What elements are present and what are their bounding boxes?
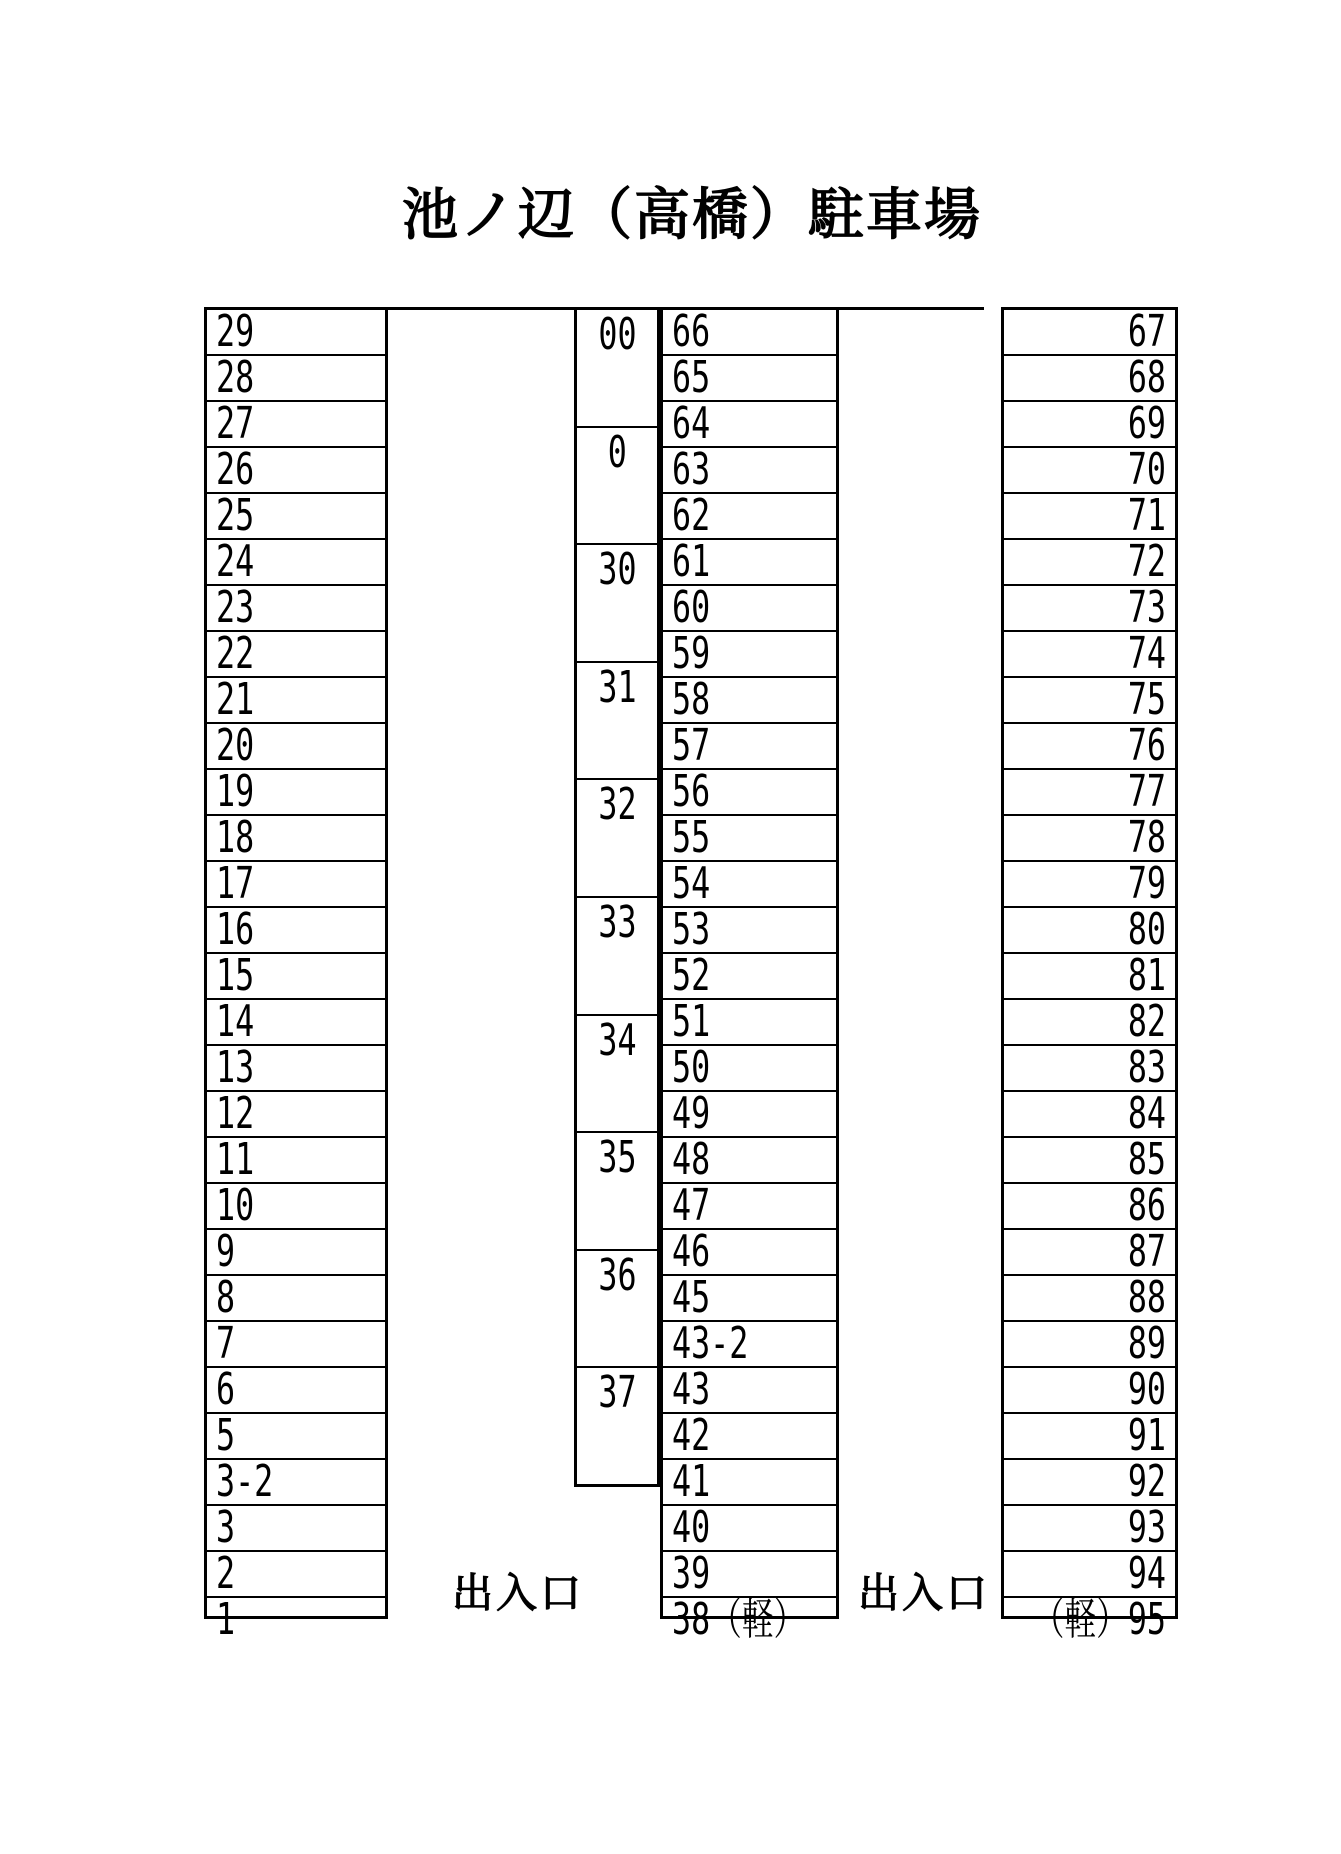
parking-space-cell — [1004, 812, 1175, 863]
space-number: 33 — [597, 896, 637, 948]
space-number: 1 — [216, 1594, 236, 1645]
space-number: 50 — [672, 1042, 711, 1093]
parking-space-cell — [207, 582, 385, 633]
space-number: 70 — [1127, 444, 1166, 495]
parking-space-cell — [207, 1364, 385, 1415]
parking-space-cell — [663, 1318, 836, 1369]
parking-space-cell — [1004, 766, 1175, 817]
space-number: 9 — [216, 1226, 236, 1277]
parking-space-cell — [207, 1134, 385, 1185]
space-number: 77 — [1127, 766, 1166, 817]
parking-space-cell — [577, 1016, 657, 1134]
space-number: 57 — [672, 720, 711, 771]
space-number: 36 — [597, 1249, 637, 1301]
space-number: 29 — [216, 306, 255, 357]
space-number: 86 — [1127, 1180, 1166, 1231]
parking-space-cell — [1004, 1594, 1175, 1645]
parking-space-cell — [207, 536, 385, 587]
space-number: 35 — [597, 1132, 637, 1184]
parking-space-cell — [663, 1226, 836, 1277]
parking-space-cell — [663, 1548, 836, 1599]
parking-space-cell — [1004, 1456, 1175, 1507]
space-number: 78 — [1127, 812, 1166, 863]
space-number: 75 — [1127, 674, 1166, 725]
parking-space-cell — [207, 812, 385, 863]
parking-space-cell — [1004, 536, 1175, 587]
parking-space-cell — [207, 904, 385, 955]
space-number: 71 — [1127, 490, 1166, 541]
parking-space-cell — [663, 536, 836, 587]
parking-space-cell — [1004, 1180, 1175, 1231]
space-number: 23 — [216, 582, 255, 633]
space-number: 84 — [1127, 1088, 1166, 1139]
parking-space-cell — [663, 352, 836, 403]
parking-space-cell — [663, 1456, 836, 1507]
space-number: 30 — [597, 544, 637, 596]
space-number: 74 — [1127, 628, 1166, 679]
parking-space-cell — [1004, 582, 1175, 633]
parking-space-cell — [1004, 996, 1175, 1047]
space-number: 82 — [1127, 996, 1166, 1047]
parking-space-cell — [663, 1272, 836, 1323]
space-number: 94 — [1127, 1548, 1166, 1599]
parking-space-cell — [207, 766, 385, 817]
inner-parking-column — [574, 307, 660, 1487]
parking-space-cell — [207, 628, 385, 679]
space-number: 26 — [216, 444, 255, 495]
space-number: 19 — [216, 766, 255, 817]
parking-space-cell — [577, 310, 657, 428]
space-number: 48 — [672, 1134, 711, 1185]
space-number: 47 — [672, 1180, 711, 1231]
space-number: 31 — [597, 661, 637, 713]
parking-space-cell — [663, 306, 836, 357]
space-number: 13 — [216, 1042, 255, 1093]
parking-space-cell — [663, 490, 836, 541]
entrance-exit-label-left: 出入口 — [452, 1569, 584, 1617]
parking-space-cell — [577, 1368, 657, 1484]
parking-space-cell — [663, 1042, 836, 1093]
space-number: 11 — [216, 1134, 255, 1185]
space-number: 16 — [216, 904, 255, 955]
parking-space-cell — [207, 1226, 385, 1277]
parking-space-cell — [663, 1180, 836, 1231]
parking-space-cell — [663, 1410, 836, 1461]
space-number: 21 — [216, 674, 255, 725]
space-number: 6 — [216, 1364, 236, 1415]
parking-space-cell — [577, 1251, 657, 1369]
parking-space-cell — [1004, 352, 1175, 403]
space-number: 73 — [1127, 582, 1166, 633]
space-number: 79 — [1127, 858, 1166, 909]
parking-space-cell — [1004, 720, 1175, 771]
parking-space-cell — [663, 766, 836, 817]
space-number: 24 — [216, 536, 255, 587]
parking-space-cell — [577, 898, 657, 1016]
left-aisle-top-border — [388, 307, 574, 310]
space-number: 91 — [1127, 1410, 1166, 1461]
page-title: 池ノ辺（高橋）駐車場 — [402, 183, 982, 248]
parking-space-cell — [207, 444, 385, 495]
parking-space-cell — [1004, 1318, 1175, 1369]
parking-space-cell — [207, 1594, 385, 1645]
space-number: 52 — [672, 950, 711, 1001]
parking-space-cell — [663, 1088, 836, 1139]
space-number: 41 — [672, 1456, 711, 1507]
space-number: 32 — [597, 779, 637, 831]
space-number: 2 — [216, 1548, 236, 1599]
parking-space-cell — [207, 398, 385, 449]
parking-space-cell — [577, 663, 657, 781]
parking-space-cell — [663, 1364, 836, 1415]
space-number: 46 — [672, 1226, 711, 1277]
space-number: 90 — [1127, 1364, 1166, 1415]
space-number: 0 — [607, 426, 627, 478]
parking-space-cell — [207, 996, 385, 1047]
parking-space-cell — [1004, 306, 1175, 357]
space-number: 20 — [216, 720, 255, 771]
parking-space-cell — [577, 428, 657, 546]
parking-space-cell — [663, 720, 836, 771]
space-number: 34 — [597, 1014, 637, 1066]
parking-space-cell — [207, 306, 385, 357]
space-number: 40 — [672, 1502, 711, 1553]
parking-space-cell — [663, 858, 836, 909]
space-number: 53 — [672, 904, 711, 955]
parking-space-cell — [1004, 490, 1175, 541]
space-number: 00 — [597, 309, 637, 360]
space-number: 51 — [672, 996, 711, 1047]
space-number: 43-2 — [672, 1318, 749, 1369]
space-number: 92 — [1127, 1456, 1166, 1507]
space-number: 37 — [597, 1367, 637, 1419]
parking-space-cell — [577, 780, 657, 898]
parking-space-cell — [663, 1594, 836, 1645]
parking-space-cell — [207, 674, 385, 725]
parking-space-cell — [577, 1133, 657, 1251]
parking-space-cell — [1004, 1272, 1175, 1323]
space-number: 58 — [672, 674, 711, 725]
space-number: 69 — [1127, 398, 1166, 449]
space-number: 76 — [1127, 720, 1166, 771]
space-number: 88 — [1127, 1272, 1166, 1323]
parking-space-cell — [1004, 1226, 1175, 1277]
left-parking-column — [204, 306, 388, 1645]
space-number: 12 — [216, 1088, 255, 1139]
parking-space-cell — [207, 1548, 385, 1599]
right-parking-column — [1001, 306, 1178, 1645]
parking-space-cell — [207, 1318, 385, 1369]
middle-parking-column — [660, 306, 839, 1645]
space-number: 17 — [216, 858, 255, 909]
space-number: 22 — [216, 628, 255, 679]
parking-space-cell — [207, 950, 385, 1001]
parking-space-cell — [207, 858, 385, 909]
space-number: 25 — [216, 490, 255, 541]
space-number: 7 — [216, 1318, 236, 1369]
space-number: 83 — [1127, 1042, 1166, 1093]
space-number: 5 — [216, 1410, 236, 1461]
space-number: 93 — [1127, 1502, 1166, 1553]
space-number: 43 — [672, 1364, 711, 1415]
space-number: 42 — [672, 1410, 711, 1461]
space-number: 49 — [672, 1088, 711, 1139]
entrance-exit-label-right: 出入口 — [858, 1569, 990, 1617]
space-number: 64 — [672, 398, 711, 449]
parking-space-cell — [663, 812, 836, 863]
space-number: 10 — [216, 1180, 255, 1231]
parking-space-cell — [1004, 1410, 1175, 1461]
parking-space-cell — [663, 444, 836, 495]
parking-space-cell — [1004, 1502, 1175, 1553]
space-number: 66 — [672, 306, 711, 357]
space-number: 8 — [216, 1272, 236, 1323]
space-number: 63 — [672, 444, 711, 495]
parking-space-cell — [1004, 628, 1175, 679]
space-number: 68 — [1127, 352, 1166, 403]
right-aisle-top-border — [839, 307, 984, 310]
parking-space-cell — [663, 398, 836, 449]
space-number: 87 — [1127, 1226, 1166, 1277]
parking-space-cell — [663, 674, 836, 725]
space-number: 85 — [1127, 1134, 1166, 1185]
parking-space-cell — [207, 1456, 385, 1507]
space-number: 60 — [672, 582, 711, 633]
parking-space-cell — [663, 950, 836, 1001]
parking-space-cell — [207, 1410, 385, 1461]
space-number: 56 — [672, 766, 711, 817]
parking-space-cell — [663, 582, 836, 633]
space-number: 54 — [672, 858, 711, 909]
parking-space-cell — [207, 352, 385, 403]
space-number: 15 — [216, 950, 255, 1001]
parking-space-cell — [577, 545, 657, 663]
parking-space-cell — [1004, 1548, 1175, 1599]
parking-space-cell — [1004, 674, 1175, 725]
space-number: 81 — [1127, 950, 1166, 1001]
parking-space-cell — [207, 1180, 385, 1231]
space-number: 67 — [1127, 306, 1166, 357]
space-number: 59 — [672, 628, 711, 679]
space-number: 18 — [216, 812, 255, 863]
parking-space-cell — [1004, 904, 1175, 955]
parking-space-cell — [663, 904, 836, 955]
parking-space-cell — [1004, 1088, 1175, 1139]
parking-space-cell — [207, 490, 385, 541]
parking-space-cell — [1004, 1364, 1175, 1415]
space-number: 3-2 — [216, 1456, 274, 1507]
parking-space-cell — [1004, 444, 1175, 495]
space-number: 65 — [672, 352, 711, 403]
space-number: 45 — [672, 1272, 711, 1323]
parking-space-cell — [663, 1502, 836, 1553]
space-number: 27 — [216, 398, 255, 449]
parking-space-cell — [207, 1088, 385, 1139]
parking-space-cell — [663, 628, 836, 679]
parking-space-cell — [1004, 950, 1175, 1001]
parking-space-cell — [663, 1134, 836, 1185]
space-number: 89 — [1127, 1318, 1166, 1369]
parking-space-cell — [207, 720, 385, 771]
parking-space-cell — [1004, 1042, 1175, 1093]
parking-space-cell — [663, 996, 836, 1047]
space-number: 55 — [672, 812, 711, 863]
parking-space-cell — [1004, 1134, 1175, 1185]
space-number: 28 — [216, 352, 255, 403]
space-number: 61 — [672, 536, 711, 587]
space-number: 72 — [1127, 536, 1166, 587]
parking-space-cell — [207, 1042, 385, 1093]
parking-space-cell — [1004, 398, 1175, 449]
space-number: 80 — [1127, 904, 1166, 955]
parking-space-cell — [207, 1272, 385, 1323]
parking-space-cell — [207, 1502, 385, 1553]
parking-space-cell — [1004, 858, 1175, 909]
space-number: （軽）95 — [1032, 1594, 1166, 1645]
space-number: 62 — [672, 490, 711, 541]
space-number: 14 — [216, 996, 255, 1047]
space-number: 38（軽） — [672, 1594, 806, 1645]
space-number: 39 — [672, 1548, 711, 1599]
space-number: 3 — [216, 1502, 236, 1553]
